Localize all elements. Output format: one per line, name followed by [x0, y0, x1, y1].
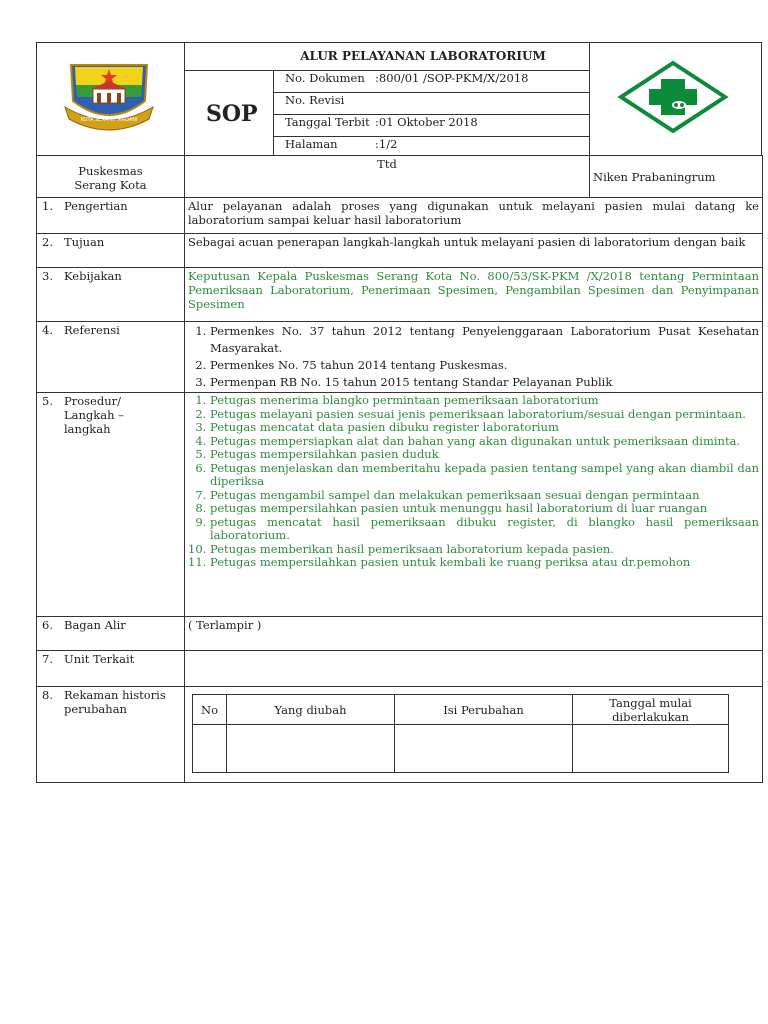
procedure-list-cell	[185, 393, 763, 617]
page-value: :1/2	[375, 137, 398, 151]
history-header-no: No	[193, 695, 227, 725]
list-item: 3. Permenpan RB No. 15 tahun 2015 tentang Standar Pelayanan Publik	[210, 374, 759, 391]
section-number: 1.	[42, 199, 53, 213]
list-item: 1. Permenkes No. 37 tahun 2012 tentang Penyelenggaraan Laboratorium Pusat Kesehatan Masyarakat.	[210, 323, 759, 357]
section-label: Prosedur/ Langkah – langkah	[64, 394, 124, 436]
history-cell	[185, 687, 763, 783]
section-row	[37, 198, 763, 234]
doc-number-label: No. Dokumen	[285, 71, 365, 85]
section-row	[37, 268, 763, 322]
list-item: 11. Petugas mempersilahkan pasien untuk kembali ke ruang periksa atau dr.pemohon	[210, 556, 759, 570]
org-name-line1: Puskesmas	[78, 164, 143, 178]
signatory-cell	[590, 156, 763, 198]
section-text: Alur pelayanan adalah proses yang digunakan untuk melayani pasien mulai datang ke laboratorium sampai keluar hasil laboratorium	[185, 198, 763, 234]
sop-content-table	[36, 155, 763, 783]
list-item: 10. Petugas memberikan hasil pemeriksaan laboratorium kepada pasien.	[210, 543, 759, 557]
table-row	[193, 725, 729, 773]
section-text: ( Terlampir )	[185, 617, 763, 651]
sop-label: SOP	[206, 101, 258, 127]
history-header-date: Tanggal mulai diberlakukan	[573, 695, 729, 725]
section-row	[37, 393, 763, 617]
city-emblem-logo	[63, 57, 155, 135]
section-label: Unit Terkait	[64, 652, 135, 666]
org-name-line2: Serang Kota	[74, 178, 147, 192]
list-item: 9. petugas mencatat hasil pemeriksaan dibuku register, di blangko hasil pemeriksaan laboratorium.	[210, 516, 759, 543]
history-table	[192, 694, 729, 773]
section-label: Pengertian	[64, 199, 128, 213]
sop-header	[36, 42, 762, 156]
section-label: Tujuan	[64, 235, 105, 249]
section-row	[37, 687, 763, 783]
section-number: 2.	[42, 235, 53, 249]
section-label: Bagan Alir	[64, 618, 126, 632]
list-item: 8. petugas mempersilahkan pasien untuk menunggu hasil laboratorium di luar ruangan	[210, 502, 759, 516]
section-text: Keputusan Kepala Puskesmas Serang Kota No. 800/53/SK-PKM /X/2018 tentang Permintaan Pemeriksaan Laboratorium, Penerimaan Spesimen, Pengambilan Spesimen dan Penyimpanan Spesimen	[185, 268, 763, 322]
section-number: 4.	[42, 323, 53, 337]
reference-list-cell	[185, 322, 763, 393]
list-item: 3. Petugas mencatat data pasien dibuku register laboratorium	[210, 421, 759, 435]
section-row	[37, 322, 763, 393]
list-item: 2. Permenkes No. 75 tahun 2014 tentang Puskesmas.	[210, 357, 759, 374]
section-number: 6.	[42, 618, 53, 632]
section-number: 5.	[42, 394, 53, 408]
section-row	[37, 617, 763, 651]
section-number: 8.	[42, 688, 53, 702]
issue-date-label: Tanggal Terbit	[285, 115, 370, 129]
list-item: 2. Petugas melayani pasien sesuai jenis pemeriksaan laboratorium/sesuai dengan permintaan.	[210, 408, 759, 422]
list-item: 1. Petugas menerima blangko permintaan pemeriksaan laboratorium	[210, 394, 759, 408]
puskesmas-cross-logo	[617, 61, 729, 137]
revision-label: No. Revisi	[285, 93, 345, 107]
ttd-label: Ttd	[377, 157, 397, 171]
issue-date-value: :01 Oktober 2018	[375, 115, 478, 129]
section-row	[37, 651, 763, 687]
list-item: 4. Petugas mempersiapkan alat dan bahan yang akan digunakan untuk pemeriksaan diminta.	[210, 435, 759, 449]
org-cell	[37, 156, 185, 198]
section-label: Kebijakan	[64, 269, 122, 283]
ttd-cell	[185, 156, 590, 198]
page-label: Halaman	[285, 137, 338, 151]
logo-text: KOTA SERANG MADANI	[80, 117, 138, 123]
section-text	[185, 651, 763, 687]
list-item: 5. Petugas mempersilahkan pasien duduk	[210, 448, 759, 462]
document-title: ALUR PELAYANAN LABORATORIUM	[300, 49, 546, 63]
section-number: 7.	[42, 652, 53, 666]
section-label: Rekaman historis perubahan	[64, 688, 166, 716]
history-header-content: Isi Perubahan	[395, 695, 573, 725]
list-item: 6. Petugas menjelaskan dan memberitahu kepada pasien tentang sampel yang akan diambil dan diperiksa	[210, 462, 759, 489]
section-row	[37, 234, 763, 268]
doc-number-value: :800/01 /SOP-PKM/X/2018	[375, 71, 529, 85]
section-label: Referensi	[64, 323, 120, 337]
signatory-name: Niken Prabaningrum	[593, 170, 716, 184]
section-number: 3.	[42, 269, 53, 283]
section-text: Sebagai acuan penerapan langkah-langkah untuk melayani pasien di laboratorium dengan baik	[185, 234, 763, 268]
history-header-changed: Yang diubah	[227, 695, 395, 725]
list-item: 7. Petugas mengambil sampel dan melakukan pemeriksaan sesuai dengan permintaan	[210, 489, 759, 503]
sop-document	[36, 42, 762, 724]
